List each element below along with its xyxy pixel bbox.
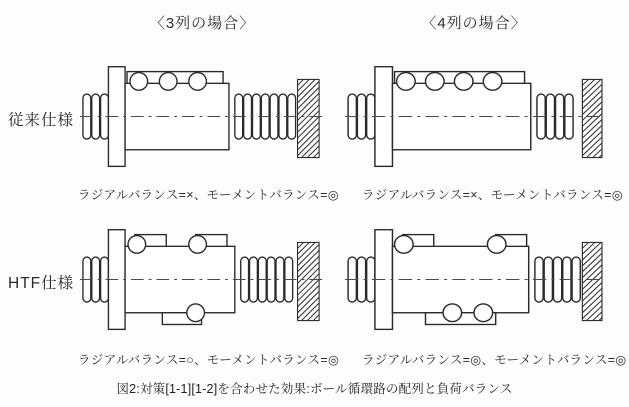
row-label-conventional-spec: 従来仕様 [8,112,75,129]
ballscrew-diagram-htf-4row [345,218,603,345]
column-header-4rows: 〈4列の場合〉 [421,15,527,32]
balance-caption-conventional-4row: ラジアルバランス=×、モーメントバランス=◎ [362,188,623,202]
ballscrew-diagram-conventional-4row [345,55,603,182]
balance-caption-htf-3row: ラジアルバランス=○、モーメントバランス=◎ [78,353,340,367]
column-header-3rows: 〈3列の場合〉 [149,15,256,32]
figure-caption: 図2:対策[1-1][1-2]を合わせた効果:ボール循環路の配列と負荷バランス [116,382,513,396]
ballscrew-diagram-htf-3row [80,218,325,345]
ballscrew-diagram-conventional-3row [80,55,325,182]
balance-caption-htf-4row: ラジアルバランス=◎、モーメントバランス=◎ [362,353,627,367]
row-label-htf-spec: HTF仕様 [8,275,75,292]
balance-caption-conventional-3row: ラジアルバランス=×、モーメントバランス=◎ [78,188,339,202]
